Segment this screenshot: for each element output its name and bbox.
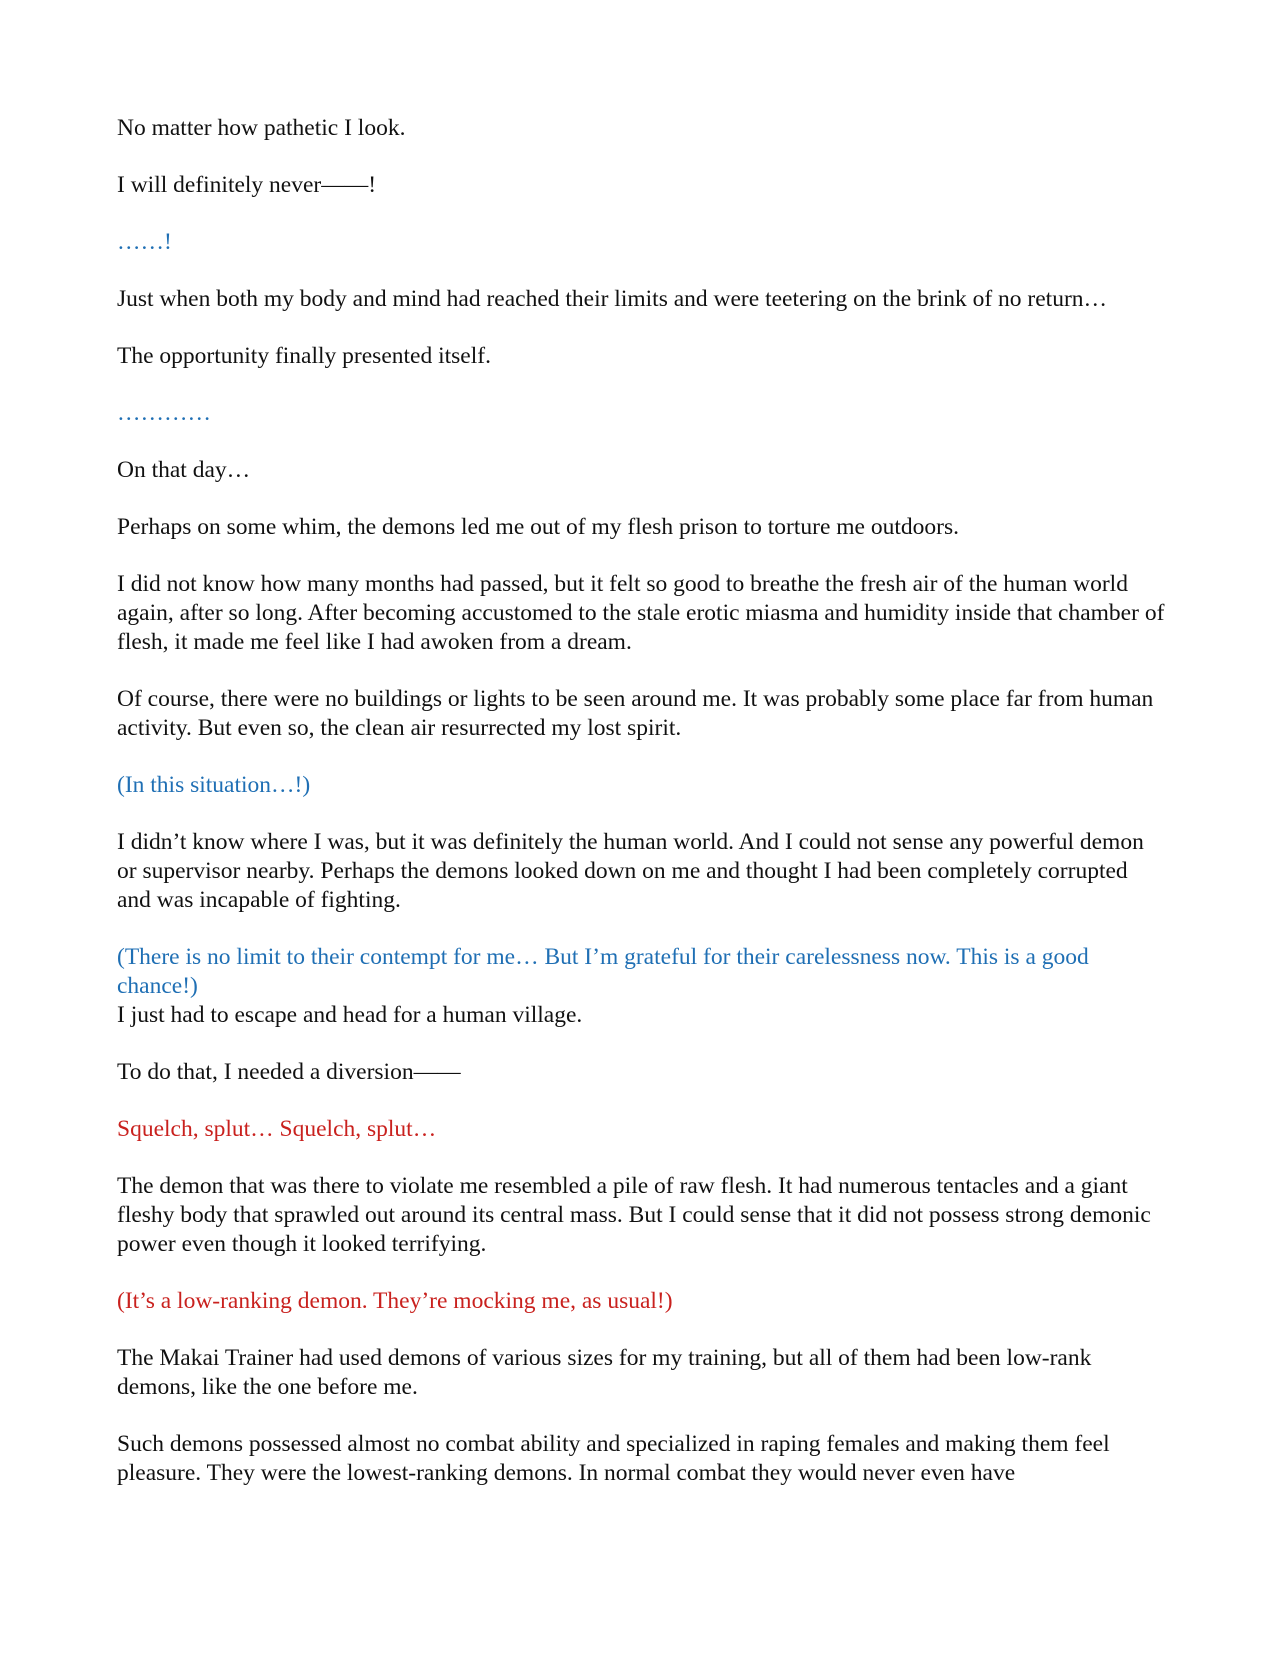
- paragraph: Of course, there were no buildings or lights to be seen around me. It was probably some place far from human activity. But even so, the clean air resurrected my lost spirit.: [117, 686, 1154, 741]
- paragraph: The Makai Trainer had used demons of various sizes for my training, but all of them had been low-rank demons, like the one before me.: [117, 1345, 1092, 1400]
- thought-paragraph: …………: [117, 400, 211, 426]
- paragraph: No matter how pathetic I look.: [117, 115, 406, 141]
- paragraph: I just had to escape and head for a human village.: [117, 1002, 583, 1028]
- paragraph: On that day…: [117, 457, 251, 483]
- paragraph: I did not know how many months had passed, but it felt so good to breathe the fresh air of the human world again, after so long. After becoming accustomed to the stale erotic miasma and humidity inside that chamber of flesh, it made me feel like I had awoken from a dream.: [117, 571, 1165, 655]
- paragraph: I will definitely never——!: [117, 172, 377, 198]
- thought-paragraph: ……!: [117, 229, 172, 255]
- paragraph: The opportunity finally presented itself.: [117, 343, 491, 369]
- thought-paragraph: (It’s a low-ranking demon. They’re mocking me, as usual!): [117, 1288, 673, 1314]
- thought-paragraph: (There is no limit to their contempt for me… But I’m grateful for their carelessness now. This is a good chance!): [117, 944, 1089, 999]
- document-page: [117, 114, 1167, 1516]
- paragraph: To do that, I needed a diversion——: [117, 1059, 461, 1085]
- sound-effect-paragraph: Squelch, splut… Squelch, splut…: [117, 1116, 437, 1142]
- thought-paragraph: (In this situation…!): [117, 772, 311, 798]
- paragraph: I didn’t know where I was, but it was definitely the human world. And I could not sense any powerful demon or supervisor nearby. Perhaps the demons looked down on me and thought I had been completely corrupted and was incapable of fighting.: [117, 829, 1144, 913]
- paragraph: The demon that was there to violate me resembled a pile of raw flesh. It had numerous tentacles and a giant fleshy body that sprawled out around its central mass. But I could sense that it did not possess strong demonic power even though it looked terrifying.: [117, 1173, 1151, 1257]
- paragraph: Just when both my body and mind had reached their limits and were teetering on the brink of no return…: [117, 286, 1108, 312]
- paragraph: Such demons possessed almost no combat ability and specialized in raping females and making them feel pleasure. They were the lowest-ranking demons. In normal combat they would never even have: [117, 1431, 1110, 1486]
- paragraph: Perhaps on some whim, the demons led me out of my flesh prison to torture me outdoors.: [117, 514, 959, 540]
